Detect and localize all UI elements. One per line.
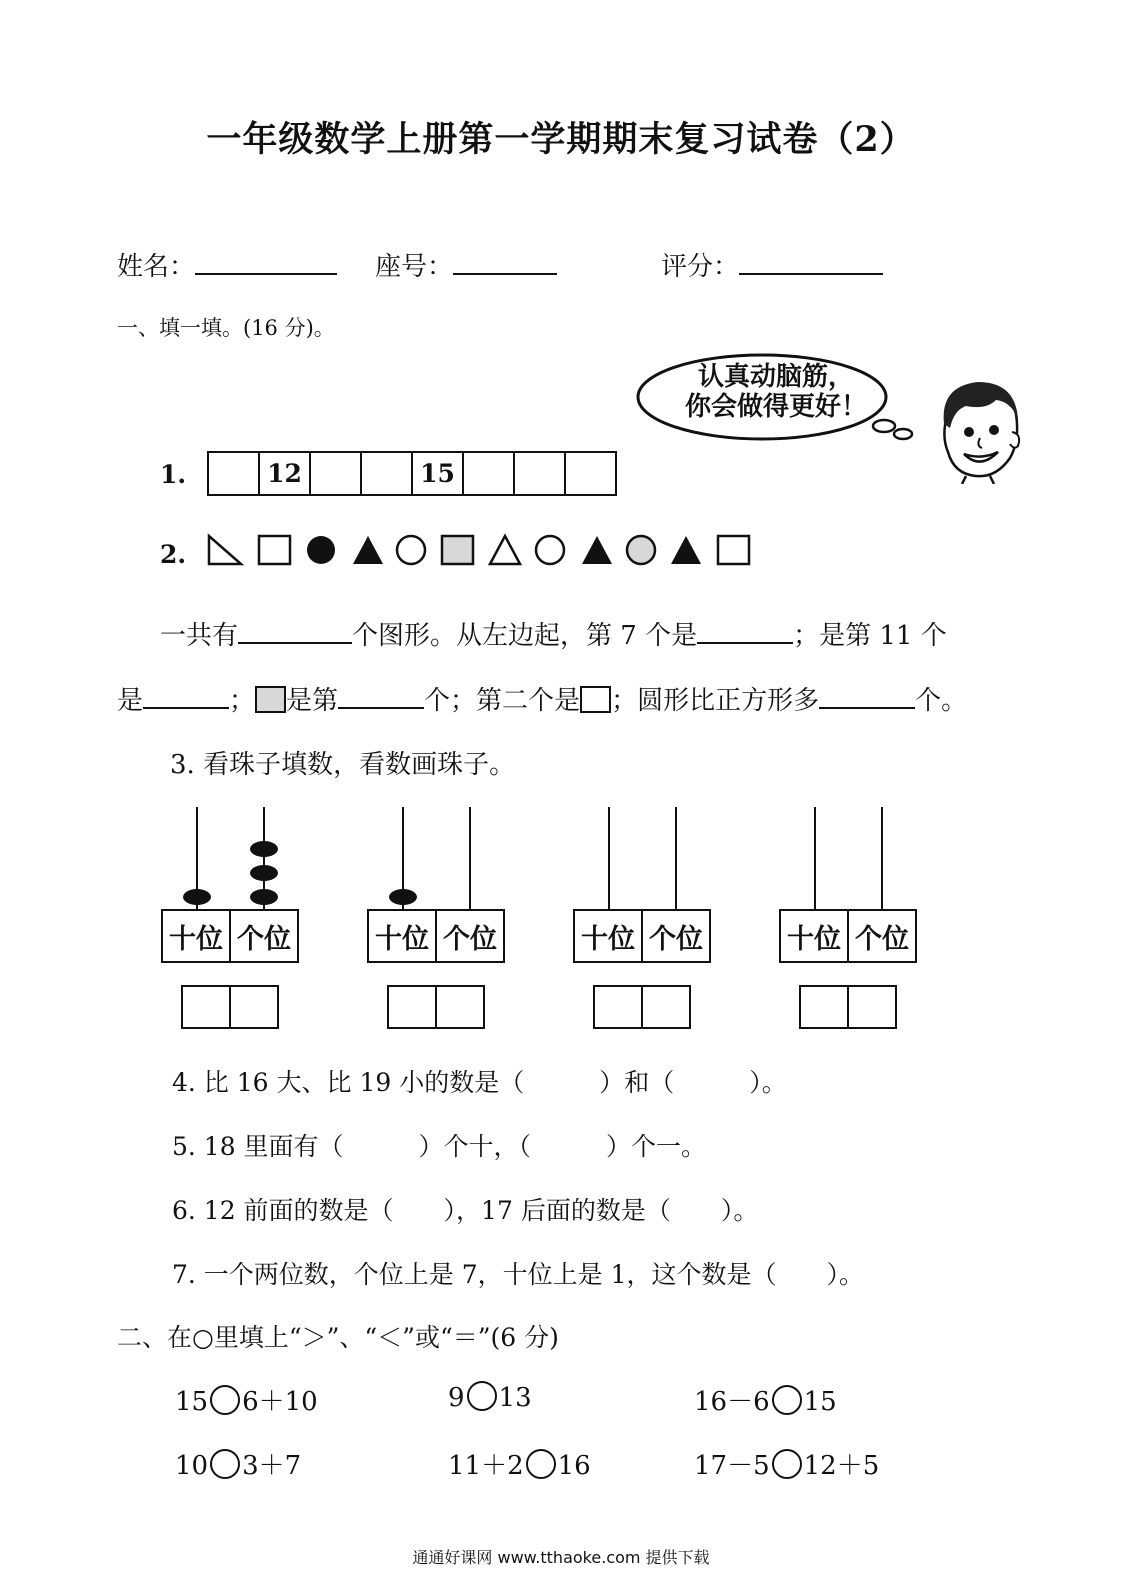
compare-circle[interactable] — [210, 1449, 240, 1479]
score-field — [661, 246, 883, 283]
tens-label: 十位 — [169, 923, 223, 955]
compare-circle[interactable] — [210, 1385, 240, 1415]
circle-gray-icon — [627, 536, 655, 564]
compare-right: 12＋5 — [803, 1451, 880, 1481]
compare-right: 16 — [557, 1451, 591, 1481]
compare-left: 10 — [175, 1451, 209, 1481]
q2-text: 是第 — [286, 686, 339, 716]
q1-cell[interactable] — [564, 453, 615, 494]
ones-label: 个位 — [641, 911, 709, 961]
compare-left: 17－5 — [694, 1451, 770, 1481]
q1-cell: 12 — [258, 453, 309, 494]
footer-credit: 通通好课网 www.tthaoke.com 提供下载 — [412, 1548, 710, 1567]
abacus-rods-1 — [160, 805, 305, 913]
q2-text: ； — [229, 686, 256, 716]
answer-tens-cell[interactable] — [183, 987, 229, 1027]
q1-cell: 15 — [411, 453, 462, 494]
compare-item — [175, 1445, 301, 1482]
score-blank[interactable] — [739, 247, 883, 275]
compare-item — [694, 1445, 879, 1482]
right-triangle-outline-icon — [209, 536, 241, 564]
compare-right: 15 — [803, 1387, 837, 1417]
answer-box-4[interactable] — [799, 985, 897, 1029]
triangle-filled-icon — [353, 536, 383, 564]
boy-face-icon — [936, 380, 1022, 484]
compare-right: 13 — [498, 1383, 532, 1413]
bead-icon — [250, 889, 278, 905]
q2-text: 个图形。从左边起，第 7 个是 — [352, 621, 698, 651]
q1-cell[interactable] — [309, 453, 360, 494]
ones-label: 个位 — [435, 911, 503, 961]
bead-icon — [183, 889, 211, 905]
bead-icon — [250, 865, 278, 881]
answer-ones-cell[interactable] — [847, 987, 895, 1027]
q2-blank-gray-position[interactable] — [338, 681, 424, 709]
place-value-box-3 — [573, 909, 711, 963]
seat-field — [375, 246, 557, 283]
q2-blank-seventh[interactable] — [697, 616, 793, 644]
q2-line-2 — [117, 680, 967, 717]
section2-heading: 二、在○里填上“＞”、“＜”或“＝”(6 分) — [117, 1323, 559, 1352]
compare-right: 3＋7 — [242, 1451, 302, 1481]
tens-label: 十位 — [787, 923, 841, 955]
ones-label: 个位 — [847, 911, 915, 961]
abacus-rods-3[interactable] — [572, 805, 717, 913]
q4-text: 4. 比 16 大、比 19 小的数是（ ）和（ ）。 — [172, 1068, 787, 1097]
bubble-text — [676, 362, 876, 422]
place-value-box-1 — [161, 909, 299, 963]
compare-right: 6＋10 — [242, 1387, 318, 1417]
q6-text: 6. 12 前面的数是（ ），17 后面的数是（ ）。 — [172, 1196, 759, 1225]
q2-text: 个；第二个是 — [424, 686, 581, 716]
q1-number: 1. — [160, 460, 187, 489]
triangle-filled-icon — [582, 536, 612, 564]
abacus-rods-4[interactable] — [778, 805, 923, 913]
circle-outline-icon — [397, 536, 425, 564]
name-label: 姓名： — [117, 252, 196, 282]
answer-ones-cell[interactable] — [641, 987, 689, 1027]
q3-text: 3. 看珠子填数，看数画珠子。 — [170, 750, 516, 780]
score-label: 评分： — [661, 252, 740, 282]
triangle-filled-icon — [671, 536, 701, 564]
compare-left: 16－6 — [694, 1387, 770, 1417]
compare-circle[interactable] — [467, 1381, 497, 1411]
square-outline-icon — [259, 536, 290, 564]
compare-circle[interactable] — [526, 1449, 556, 1479]
q1-cell[interactable] — [209, 453, 258, 494]
tens-label: 十位 — [375, 923, 429, 955]
answer-box-3[interactable] — [593, 985, 691, 1029]
q1-cell[interactable] — [462, 453, 513, 494]
q2-text: 一共有 — [160, 621, 239, 651]
compare-item — [175, 1381, 318, 1418]
q2-shape-sequence — [205, 532, 765, 568]
compare-left: 15 — [175, 1387, 209, 1417]
place-value-box-2 — [367, 909, 505, 963]
name-field — [117, 246, 337, 283]
q1-cell[interactable] — [360, 453, 411, 494]
q2-blank-difference[interactable] — [819, 681, 915, 709]
q2-text: 是 — [117, 686, 144, 716]
compare-item — [448, 1445, 591, 1482]
q2-line-1 — [160, 615, 947, 652]
answer-ones-cell[interactable] — [435, 987, 483, 1027]
answer-ones-cell[interactable] — [229, 987, 277, 1027]
place-value-box-4 — [779, 909, 917, 963]
compare-item — [448, 1381, 532, 1413]
q2-text: 个。 — [915, 686, 968, 716]
seat-label: 座号： — [375, 252, 454, 282]
answer-tens-cell[interactable] — [801, 987, 847, 1027]
q2-text: ；是第 11 个 — [793, 621, 947, 651]
circle-outline-icon — [536, 536, 564, 564]
q2-blank-second-shape[interactable] — [580, 686, 611, 713]
q7-text: 7. 一个两位数，个位上是 7，十位上是 1，这个数是（ ）。 — [172, 1260, 865, 1289]
compare-circle[interactable] — [772, 1385, 802, 1415]
circle-filled-icon — [307, 536, 335, 564]
name-blank[interactable] — [195, 247, 337, 275]
seat-blank[interactable] — [453, 247, 557, 275]
q2-number: 2. — [160, 540, 187, 569]
abacus-rods-2 — [366, 805, 511, 913]
compare-circle[interactable] — [772, 1449, 802, 1479]
q5-text: 5. 18 里面有（ ）个十，（ ）个一。 — [172, 1132, 707, 1161]
answer-tens-cell[interactable] — [595, 987, 641, 1027]
bubble-line-2: 你会做得更好！ — [684, 392, 867, 422]
q1-cell[interactable] — [513, 453, 564, 494]
answer-box-2[interactable] — [387, 985, 485, 1029]
triangle-outline-icon — [490, 536, 520, 564]
q2-blank-eleventh[interactable] — [143, 681, 229, 709]
q2-blank-count[interactable] — [238, 616, 352, 644]
q2-text: ；圆形比正方形多 — [611, 686, 820, 716]
compare-left: 11＋2 — [448, 1451, 524, 1481]
compare-left: 9 — [448, 1383, 465, 1413]
ones-label: 个位 — [229, 911, 297, 961]
square-outline-icon — [718, 536, 749, 564]
answer-box-1[interactable] — [181, 985, 279, 1029]
q1-number-row — [207, 451, 617, 496]
gray-square-icon — [255, 686, 286, 713]
bead-icon — [250, 841, 278, 857]
tens-label: 十位 — [581, 923, 635, 955]
page-title: 一年级数学上册第一学期期末复习试卷（2） — [206, 119, 916, 160]
answer-tens-cell[interactable] — [389, 987, 435, 1027]
section1-heading: 一、填一填。(16 分)。 — [117, 316, 335, 340]
bead-icon — [389, 889, 417, 905]
square-gray-icon — [442, 536, 473, 564]
compare-item — [694, 1381, 837, 1418]
bubble-line-1: 认真动脑筋， — [697, 362, 854, 392]
